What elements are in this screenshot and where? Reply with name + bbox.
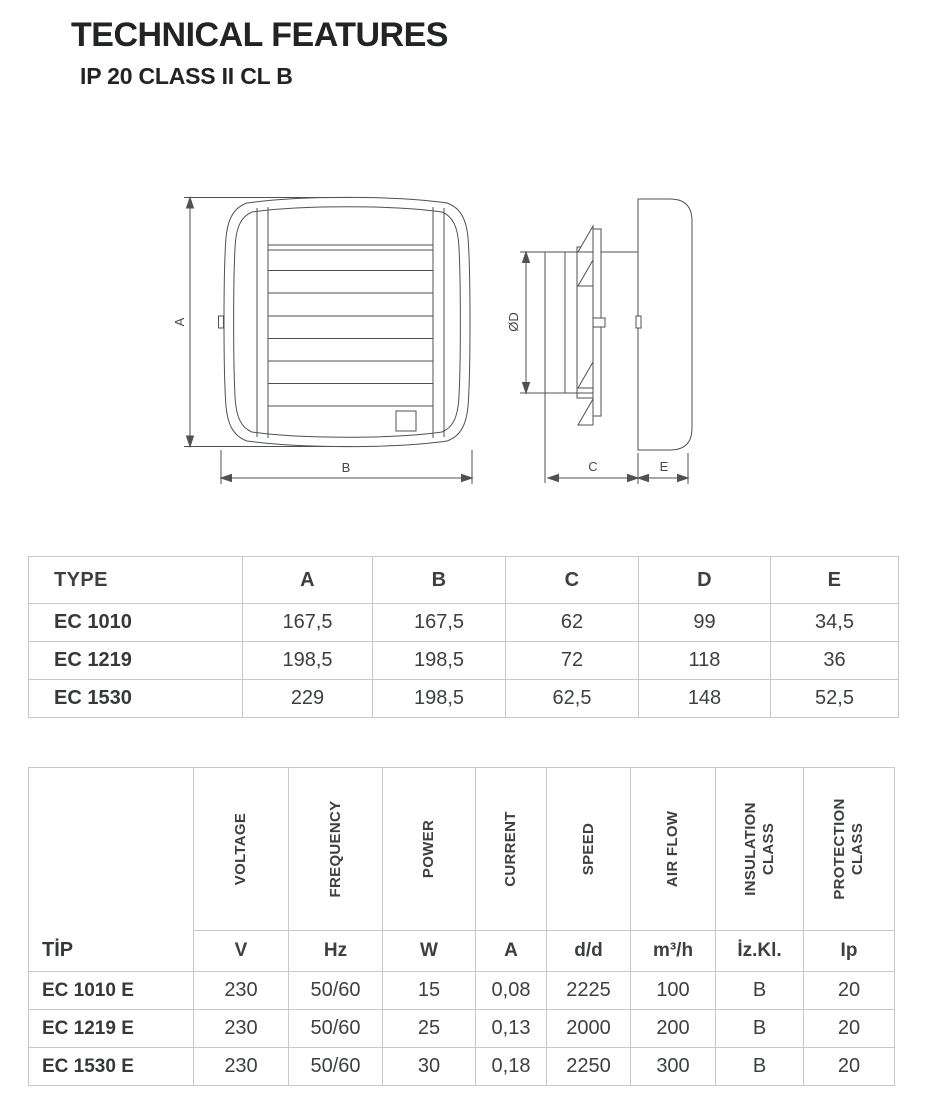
dim-cell: 99 xyxy=(639,604,771,642)
specs-cell: 230 xyxy=(194,1010,289,1048)
specs-cell: B xyxy=(716,972,804,1010)
vertical-label: CURRENT xyxy=(502,811,519,887)
dim-cell: 62,5 xyxy=(506,680,639,718)
vertical-label: VOLTAGE xyxy=(232,812,249,886)
dimension-diameter xyxy=(506,252,548,393)
front-louvers xyxy=(268,245,433,406)
specs-unit-voltage: V xyxy=(194,931,289,972)
specs-cell: 50/60 xyxy=(289,1048,383,1086)
dimension-c-e xyxy=(548,453,688,484)
specs-cell: 200 xyxy=(631,1010,716,1048)
fan-side-view xyxy=(545,199,692,483)
specs-cell: 230 xyxy=(194,972,289,1010)
specs-unit-air-flow: m³/h xyxy=(631,931,716,972)
dim-cell: 198,5 xyxy=(373,680,506,718)
dimension-b-label: B xyxy=(341,460,351,475)
specs-cell: 2250 xyxy=(547,1048,631,1086)
dim-cell: 34,5 xyxy=(771,604,899,642)
specs-cell: B xyxy=(716,1010,804,1048)
specs-row-model: EC 1530 E xyxy=(29,1048,194,1086)
dim-cell: 36 xyxy=(771,642,899,680)
dimension-diameter-label: ØD xyxy=(506,312,521,332)
dim-col-header-c: C xyxy=(506,557,639,604)
dim-col-header-type: TYPE xyxy=(29,557,243,604)
specs-header-power xyxy=(383,768,476,931)
specs-cell: 230 xyxy=(194,1048,289,1086)
dim-row-model: EC 1010 xyxy=(29,604,243,642)
specs-cell: 0,13 xyxy=(476,1010,547,1048)
dim-cell: 72 xyxy=(506,642,639,680)
specs-cell: 0,08 xyxy=(476,972,547,1010)
dim-cell: 148 xyxy=(639,680,771,718)
spring-clips xyxy=(578,226,593,425)
specs-header-protection-class xyxy=(804,768,895,931)
specs-header-speed xyxy=(547,768,631,931)
dim-cell: 52,5 xyxy=(771,680,899,718)
dim-cell: 118 xyxy=(639,642,771,680)
dim-cell: 167,5 xyxy=(373,604,506,642)
page-title: TECHNICAL FEATURES xyxy=(71,16,448,54)
specs-header-voltage xyxy=(194,768,289,931)
specs-cell: 50/60 xyxy=(289,1010,383,1048)
specs-header-air-flow xyxy=(631,768,716,931)
specs-cell: 25 xyxy=(383,1010,476,1048)
specs-cell: 20 xyxy=(804,972,895,1010)
specs-cell: 20 xyxy=(804,1048,895,1086)
dim-row-model: EC 1530 xyxy=(29,680,243,718)
specs-cell: B xyxy=(716,1048,804,1086)
dim-cell: 62 xyxy=(506,604,639,642)
dim-cell: 198,5 xyxy=(243,642,373,680)
dimensions-table xyxy=(28,556,899,718)
specs-unit-frequency: Hz xyxy=(289,931,383,972)
specs-unit-insulation: İz.Kl. xyxy=(716,931,804,972)
vertical-label: INSULATION CLASS xyxy=(741,802,777,896)
dim-row-model: EC 1219 xyxy=(29,642,243,680)
vertical-label: POWER xyxy=(420,819,437,879)
dim-col-header-b: B xyxy=(373,557,506,604)
dim-col-header-d: D xyxy=(639,557,771,604)
dim-col-header-e: E xyxy=(771,557,899,604)
specs-cell: 30 xyxy=(383,1048,476,1086)
specs-cell: 100 xyxy=(631,972,716,1010)
dimension-a xyxy=(172,198,352,447)
specs-cell: 2000 xyxy=(547,1010,631,1048)
dim-cell: 229 xyxy=(243,680,373,718)
dimension-b xyxy=(221,450,472,484)
specs-unit-current: A xyxy=(476,931,547,972)
dim-col-header-a: A xyxy=(243,557,373,604)
specs-cell: 300 xyxy=(631,1048,716,1086)
vertical-label: AIR FLOW xyxy=(664,810,681,888)
specs-cell: 2225 xyxy=(547,972,631,1010)
dim-cell: 167,5 xyxy=(243,604,373,642)
specs-cell: 15 xyxy=(383,972,476,1010)
vertical-label: SPEED xyxy=(579,822,597,876)
fan-front-view xyxy=(219,197,471,446)
front-panel-profile xyxy=(638,199,692,450)
specs-header-current xyxy=(476,768,547,931)
plate-middle-tab xyxy=(593,318,605,327)
front-indicator-square xyxy=(396,411,416,431)
dim-cell: 198,5 xyxy=(373,642,506,680)
front-left-notch xyxy=(219,316,224,328)
specs-cell: 0,18 xyxy=(476,1048,547,1086)
specs-unit-power: W xyxy=(383,931,476,972)
specs-unit-protection: Ip xyxy=(804,931,895,972)
specs-cell: 20 xyxy=(804,1010,895,1048)
specs-header-tip: TİP xyxy=(29,768,194,972)
specs-cell: 50/60 xyxy=(289,972,383,1010)
dimension-c-label: C xyxy=(588,459,598,474)
vertical-label: PROTECTION CLASS xyxy=(831,798,866,900)
specs-header-frequency xyxy=(289,768,383,931)
panel-left-notch xyxy=(636,316,641,328)
vertical-label: FREQUENCY xyxy=(326,800,344,898)
dimension-a-label: A xyxy=(172,317,187,327)
specs-unit-speed: d/d xyxy=(547,931,631,972)
page-subtitle: IP 20 CLASS II CL B xyxy=(80,63,293,89)
technical-drawing xyxy=(140,180,720,520)
specifications-table xyxy=(28,767,895,1086)
specs-row-model: EC 1010 E xyxy=(29,972,194,1010)
specs-row-model: EC 1219 E xyxy=(29,1010,194,1048)
dimension-e-label: E xyxy=(659,459,669,474)
specs-header-insulation-class xyxy=(716,768,804,931)
